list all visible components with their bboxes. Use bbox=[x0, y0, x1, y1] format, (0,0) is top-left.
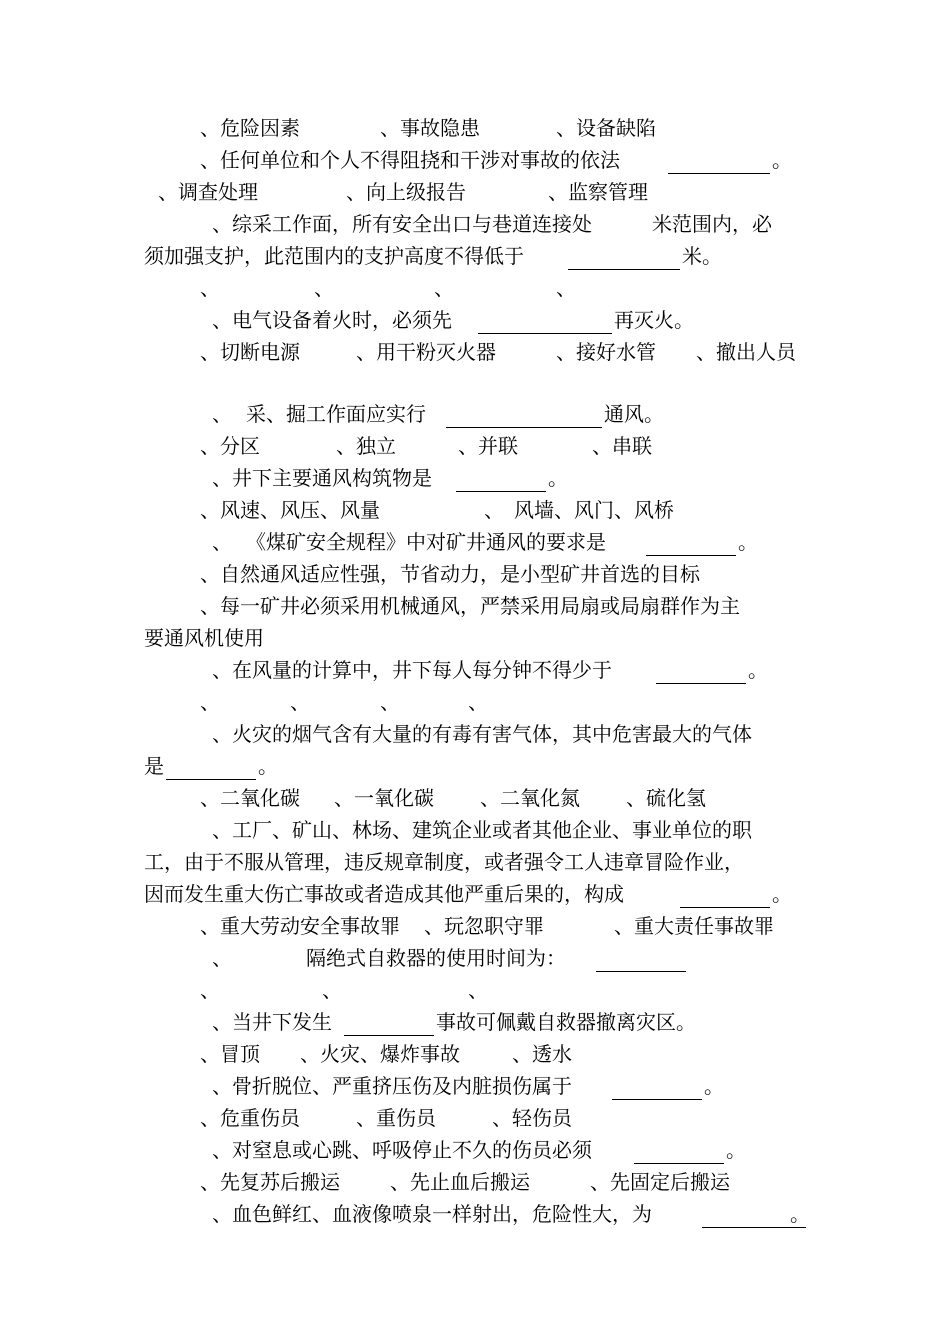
question-text: 、井下主要通风构筑物是 bbox=[212, 466, 432, 490]
option-text: 、先固定后搬运 bbox=[590, 1170, 730, 1194]
option-text: 、重大劳动安全事故罪 bbox=[200, 914, 400, 938]
option-text: 、玩忽职守罪 bbox=[424, 914, 544, 938]
option-text: 、向上级报告 bbox=[346, 180, 466, 204]
option-text: 、危险因素 bbox=[200, 116, 300, 140]
option-text: 、二氧化氮 bbox=[480, 786, 580, 810]
question-text: 、血色鲜红、血液像喷泉一样射出，危险性大，为 bbox=[212, 1202, 652, 1226]
answer-blank bbox=[646, 555, 736, 556]
question-text: 。 bbox=[790, 1202, 810, 1226]
option-text: 、设备缺陷 bbox=[556, 116, 656, 140]
question-text: 、 bbox=[212, 402, 232, 426]
answer-blank bbox=[166, 779, 256, 780]
option-text: 、自然通风适应性强，节省动力，是小型矿井首选的目标 bbox=[200, 562, 700, 586]
option-text: 、切断电源 bbox=[200, 340, 300, 364]
answer-blank bbox=[596, 971, 686, 972]
option-text: 、 bbox=[468, 978, 488, 1002]
option-text: 、透水 bbox=[512, 1042, 572, 1066]
question-text: 。 bbox=[738, 530, 758, 554]
option-text: 、轻伤员 bbox=[492, 1106, 572, 1130]
option-text: 、 bbox=[200, 276, 220, 300]
question-text: 、 bbox=[212, 946, 232, 970]
question-text: 、电气设备着火时，必须先 bbox=[212, 308, 452, 332]
question-text: 。 bbox=[726, 1138, 746, 1162]
question-text: 《煤矿安全规程》中对矿井通风的要求是 bbox=[246, 530, 606, 554]
question-text: 、对窒息或心跳、呼吸停止不久的伤员必须 bbox=[212, 1138, 592, 1162]
option-text: 、风速、风压、风量 bbox=[200, 498, 380, 522]
option-text: 、 bbox=[314, 276, 334, 300]
option-text: 、撤出人员 bbox=[696, 340, 796, 364]
question-text: 再灭火。 bbox=[614, 308, 694, 332]
answer-blank bbox=[478, 333, 612, 334]
option-text: 、一氧化碳 bbox=[334, 786, 434, 810]
answer-blank bbox=[680, 907, 770, 908]
answer-blank bbox=[656, 683, 746, 684]
option-text: 、 bbox=[380, 690, 400, 714]
question-text: 。 bbox=[548, 466, 568, 490]
question-text: 隔绝式自救器的使用时间为： bbox=[306, 946, 566, 970]
question-text: 、 bbox=[212, 530, 232, 554]
question-text: 、在风量的计算中，井下每人每分钟不得少于 bbox=[212, 658, 612, 682]
option-text: 、接好水管 bbox=[556, 340, 656, 364]
question-text: 通风。 bbox=[604, 402, 664, 426]
option-text: 、串联 bbox=[592, 434, 652, 458]
option-text: 、 bbox=[434, 276, 454, 300]
option-text: 、分区 bbox=[200, 434, 260, 458]
question-text: 米。 bbox=[682, 244, 722, 268]
option-text: 、并联 bbox=[458, 434, 518, 458]
answer-blank bbox=[446, 427, 602, 428]
question-text: 事故可佩戴自救器撤离灾区。 bbox=[436, 1010, 696, 1034]
option-text: 、 bbox=[484, 498, 504, 522]
option-text: 、火灾、爆炸事故 bbox=[300, 1042, 460, 1066]
question-text: 因而发生重大伤亡事故或者造成其他严重后果的，构成 bbox=[144, 882, 624, 906]
question-text: 。 bbox=[704, 1074, 724, 1098]
option-text: 、 bbox=[290, 690, 310, 714]
question-text: 采、掘工作面应实行 bbox=[246, 402, 426, 426]
answer-blank bbox=[612, 1099, 702, 1100]
option-text: 、 bbox=[200, 978, 220, 1002]
question-text: 、综采工作面，所有安全出口与巷道连接处 bbox=[212, 212, 592, 236]
question-text: 米范围内，必 bbox=[652, 212, 772, 236]
option-text: 、 bbox=[556, 276, 576, 300]
answer-blank bbox=[456, 491, 546, 492]
question-text: 。 bbox=[258, 754, 278, 778]
question-text: 工，由于不服从管理，违反规章制度，或者强令工人违章冒险作业， bbox=[144, 850, 744, 874]
option-text: 、先止血后搬运 bbox=[390, 1170, 530, 1194]
option-text: 、冒顶 bbox=[200, 1042, 260, 1066]
option-text: 、危重伤员 bbox=[200, 1106, 300, 1130]
option-text: 、硫化氢 bbox=[626, 786, 706, 810]
answer-blank bbox=[668, 173, 770, 174]
question-text: 、当井下发生 bbox=[212, 1010, 332, 1034]
option-text: 、重大责任事故罪 bbox=[614, 914, 774, 938]
option-text: 、 bbox=[468, 690, 488, 714]
answer-blank bbox=[568, 269, 680, 270]
option-text: 、重伤员 bbox=[356, 1106, 436, 1130]
option-text: 、 bbox=[200, 690, 220, 714]
option-text: 、用干粉灭火器 bbox=[356, 340, 496, 364]
question-text: 。 bbox=[748, 658, 768, 682]
option-text: 、调查处理 bbox=[158, 180, 258, 204]
option-text: 要通风机使用 bbox=[144, 626, 264, 650]
option-text: 、事故隐患 bbox=[380, 116, 480, 140]
question-text: 。 bbox=[772, 148, 792, 172]
option-text: 、 bbox=[322, 978, 342, 1002]
question-text: 。 bbox=[772, 882, 792, 906]
option-text: 风墙、风门、风桥 bbox=[514, 498, 674, 522]
question-text: 须加强支护，此范围内的支护高度不得低于 bbox=[144, 244, 524, 268]
question-text: 、火灾的烟气含有大量的有毒有害气体，其中危害最大的气体 bbox=[212, 722, 752, 746]
option-text: 、每一矿井必须采用机械通风，严禁采用局扇或局扇群作为主 bbox=[200, 594, 740, 618]
answer-blank bbox=[634, 1163, 724, 1164]
option-text: 、独立 bbox=[336, 434, 396, 458]
question-text: 是 bbox=[144, 754, 164, 778]
option-text: 、监察管理 bbox=[548, 180, 648, 204]
answer-blank bbox=[344, 1035, 434, 1036]
option-text: 、先复苏后搬运 bbox=[200, 1170, 340, 1194]
option-text: 、二氧化碳 bbox=[200, 786, 300, 810]
question-text: 、工厂、矿山、林场、建筑企业或者其他企业、事业单位的职 bbox=[212, 818, 752, 842]
question-text: 、任何单位和个人不得阻挠和干涉对事故的依法 bbox=[200, 148, 620, 172]
question-text: 、骨折脱位、严重挤压伤及内脏损伤属于 bbox=[212, 1074, 572, 1098]
